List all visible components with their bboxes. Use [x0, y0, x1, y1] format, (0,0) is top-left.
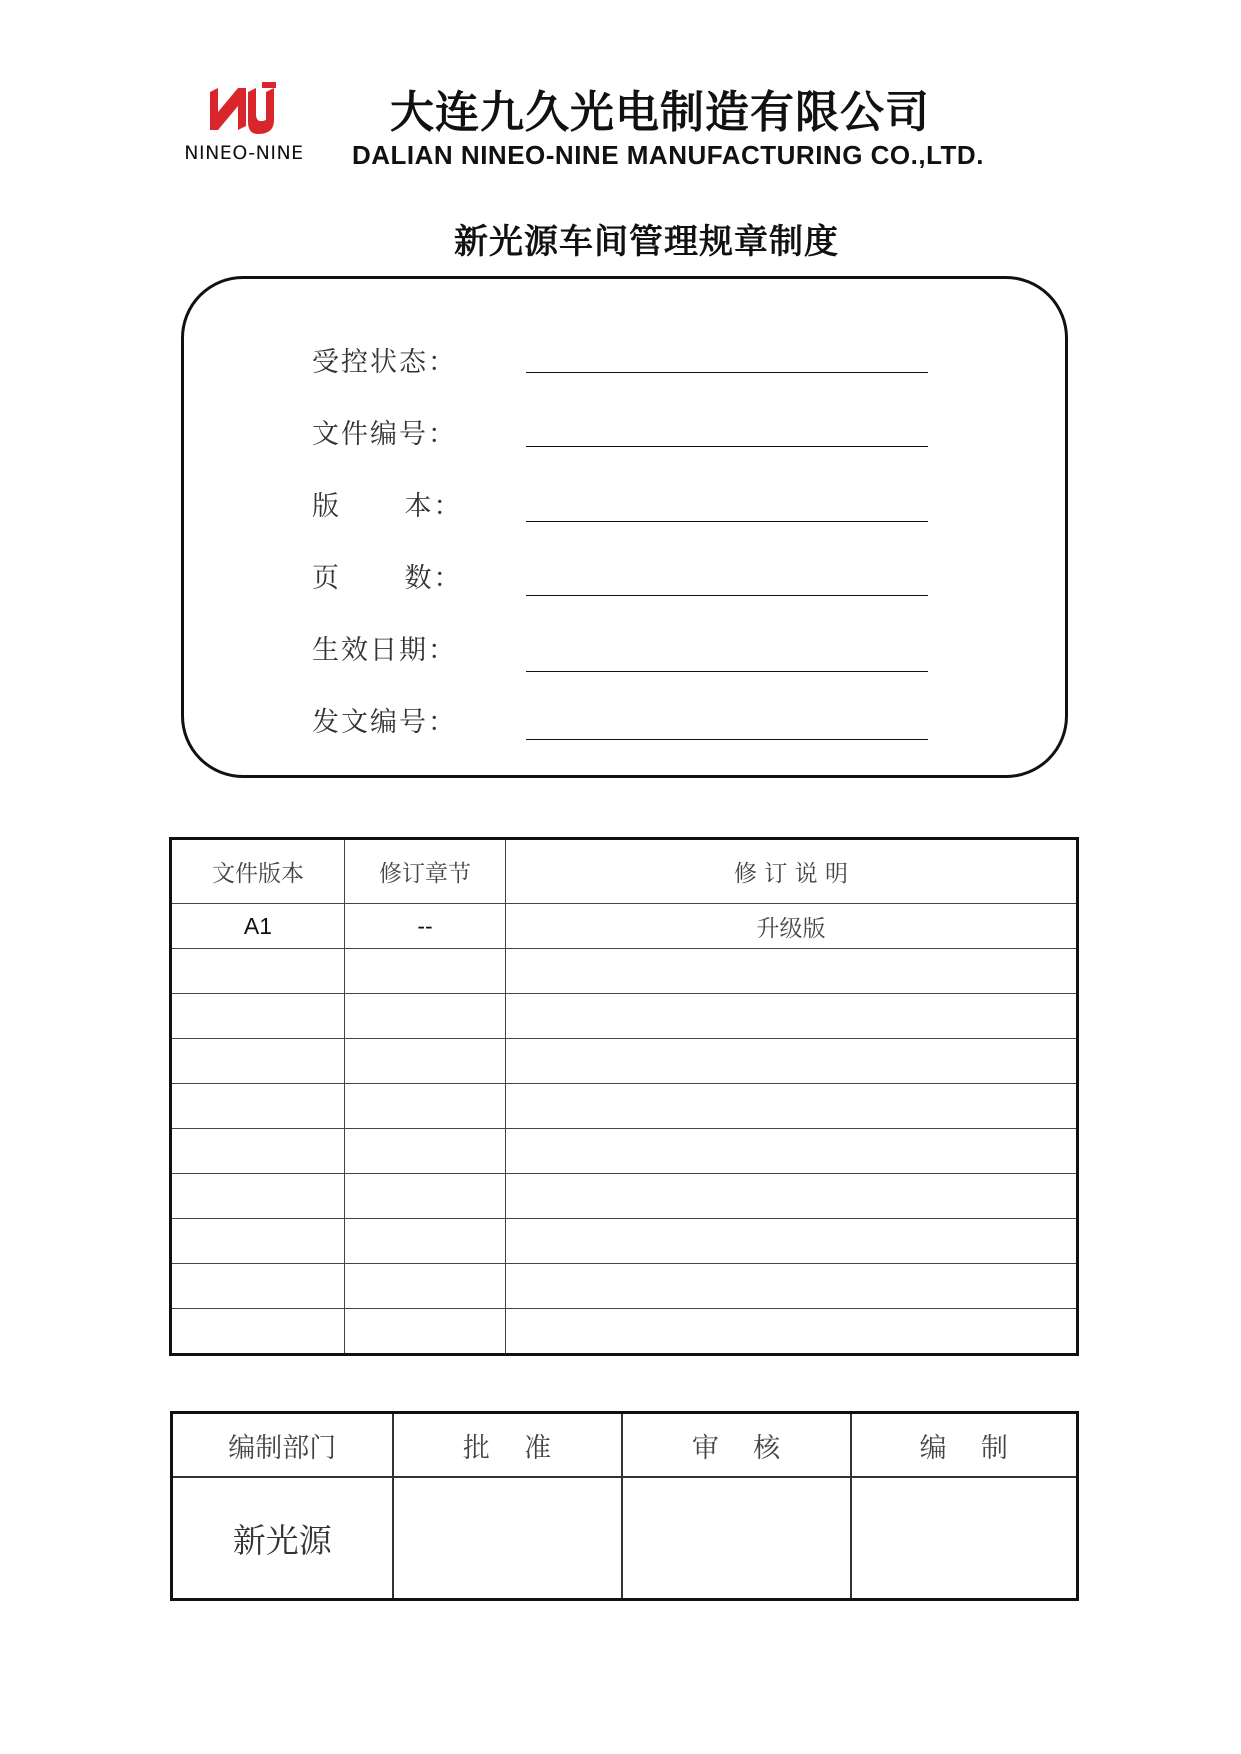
table-row: [171, 1219, 1078, 1264]
info-label: 版 本：: [312, 491, 463, 522]
company-logo: [170, 78, 320, 168]
company-name-cn: 大连九久光电制造有限公司: [390, 87, 930, 138]
col-header-description: 修 订 说 明: [506, 839, 1078, 904]
col-header-version: 文件版本: [171, 839, 345, 904]
cell-version: [171, 1219, 345, 1264]
info-label: 文件编号：: [312, 419, 457, 450]
table-row: [171, 994, 1078, 1039]
info-value-line[interactable]: [526, 739, 928, 740]
info-label: 页 数：: [312, 563, 463, 594]
col-header-section: 修订章节: [345, 839, 506, 904]
cell-version: A1: [171, 904, 345, 949]
cell-section: [345, 1129, 506, 1174]
table-row: [171, 1174, 1078, 1219]
document-title: 新光源车间管理规章制度: [454, 222, 839, 262]
revision-table: [169, 837, 1079, 1356]
info-row-document-number: [312, 412, 932, 452]
cell-description: [506, 949, 1078, 994]
cell-description: [506, 1129, 1078, 1174]
revision-table-header: [171, 839, 1078, 904]
info-value-line[interactable]: [526, 446, 928, 447]
info-label: 发文编号：: [312, 707, 457, 738]
cell-description: 升级版: [506, 904, 1078, 949]
cell-section: [345, 1264, 506, 1309]
cell-section: [345, 1084, 506, 1129]
cell-description: [506, 1264, 1078, 1309]
company-name-en: DALIAN NINEO-NINE MANUFACTURING CO.,LTD.: [352, 140, 984, 170]
col-header-department: 编制部门: [172, 1413, 393, 1478]
cell-section: [345, 1219, 506, 1264]
info-value-line[interactable]: [526, 521, 928, 522]
cell-version: [171, 1309, 345, 1355]
cell-version: [171, 949, 345, 994]
cell-description: [506, 1174, 1078, 1219]
table-row: [171, 1084, 1078, 1129]
cell-review-signature[interactable]: [622, 1477, 851, 1600]
info-row-page-count: [312, 556, 932, 596]
info-row-version: [312, 484, 932, 524]
cell-section: [345, 949, 506, 994]
table-row: [171, 949, 1078, 994]
cell-description: [506, 994, 1078, 1039]
cell-version: [171, 1264, 345, 1309]
table-row: [171, 1309, 1078, 1355]
approval-table-row: [172, 1477, 1078, 1600]
cell-version: [171, 1174, 345, 1219]
col-header-review: 审 核: [622, 1413, 851, 1478]
approval-table: [170, 1411, 1079, 1601]
info-value-line[interactable]: [526, 372, 928, 373]
info-label: 受控状态：: [312, 347, 457, 378]
cell-version: [171, 994, 345, 1039]
cell-section: [345, 1174, 506, 1219]
table-row: [171, 1264, 1078, 1309]
col-header-approve: 批 准: [393, 1413, 622, 1478]
logo-text: NINEO-NINE: [184, 142, 304, 164]
cell-version: [171, 1084, 345, 1129]
approval-table-header: [172, 1413, 1078, 1478]
cell-description: [506, 1309, 1078, 1355]
cell-version: [171, 1129, 345, 1174]
table-row: [171, 904, 1078, 949]
info-value-line[interactable]: [526, 671, 928, 672]
cell-description: [506, 1084, 1078, 1129]
nineo-nine-logo-icon: [204, 78, 280, 138]
table-row: [171, 1129, 1078, 1174]
cell-description: [506, 1039, 1078, 1084]
info-label: 生效日期：: [312, 635, 457, 666]
info-row-issue-number: [312, 700, 932, 740]
info-value-line[interactable]: [526, 595, 928, 596]
cell-section: --: [345, 904, 506, 949]
table-row: [171, 1039, 1078, 1084]
col-header-compile: 编 制: [851, 1413, 1078, 1478]
cell-section: [345, 1039, 506, 1084]
cell-approve-signature[interactable]: [393, 1477, 622, 1600]
cell-version: [171, 1039, 345, 1084]
cell-department: 新光源: [172, 1477, 393, 1600]
cell-description: [506, 1219, 1078, 1264]
info-row-effective-date: [312, 628, 932, 668]
cell-section: [345, 994, 506, 1039]
cell-compile-signature[interactable]: [851, 1477, 1078, 1600]
info-row-control-status: [312, 340, 932, 380]
cell-section: [345, 1309, 506, 1355]
